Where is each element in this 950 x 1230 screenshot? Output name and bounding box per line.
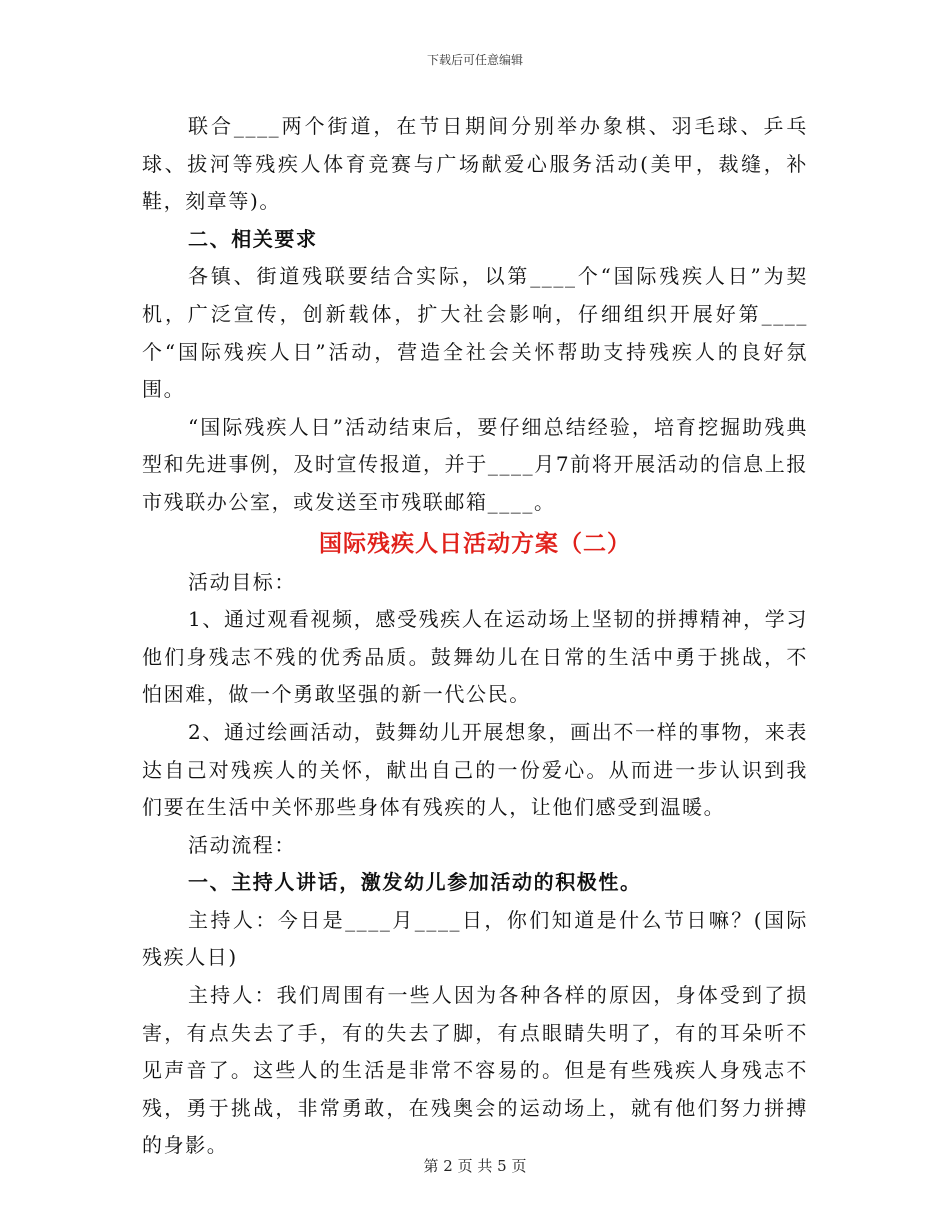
section-heading-requirements: 二、相关要求 <box>188 226 318 251</box>
paragraph-goal-1: 1、通过观看视频，感受残疾人在运动场上坚韧的拼搏精神，学习他们身残志不残的优秀品质。鼓舞幼儿在日常的生活中勇于挑战，不怕困难，做一个勇敢坚强的新一代公民。 <box>142 607 808 707</box>
section-heading-host-speech: 一、主持人讲话，激发幼儿参加活动的积极性。 <box>188 870 642 895</box>
paragraph-events: 联合____两个街道，在节日期间分别举办象棋、羽毛球、乒乓球、拔河等残疾人体育竞赛与广场献爱心服务活动(美甲，裁缝，补鞋，刻章等)。 <box>142 114 808 214</box>
paragraph-requirements: 各镇、街道残联要结合实际，以第____个“国际残疾人日”为契机，广泛宣传，创新载体，扩大社会影响，仔细组织开展好第____个“国际残疾人日”活动，营造全社会关怀帮助支持残疾人的良好氛围。 <box>142 264 808 402</box>
page-header-note: 下载后可任意编辑 <box>426 53 523 67</box>
document-body <box>142 108 808 1165</box>
paragraph-host-2: 主持人：我们周围有一些人因为各种各样的原因，身体受到了损害，有点失去了手，有的失去了脚，有点眼睛失明了，有的耳朵听不见声音了。这些人的生活是非常不容易的。但是有些残疾人身残志不残，勇于挑战，非常勇敢，在残奥会的运动场上，就有他们努力拼搏的身影。 <box>142 983 808 1158</box>
paragraph-goals-label: 活动目标： <box>188 569 296 594</box>
paragraph-summary: “国际残疾人日”活动结束后，要仔细总结经验，培育挖掘助残典型和先进事例，及时宣传报道，并于____月7前将开展活动的信息上报市残联办公室，或发送至市残联邮箱____。 <box>142 414 808 514</box>
paragraph-goal-2: 2、通过绘画活动，鼓舞幼儿开展想象，画出不一样的事物，来表达自己对残疾人的关怀，献出自己的一份爱心。从而进一步认识到我们要在生活中关怀那些身体有残疾的人，让他们感受到温暖。 <box>142 719 808 820</box>
paragraph-process-label: 活动流程： <box>188 832 296 857</box>
paragraph-host-1: 主持人：今日是____月____日，你们知道是什么节日嘛？(国际残疾人日) <box>142 907 808 970</box>
document-title: 国际残疾人日活动方案（二） <box>319 529 631 557</box>
page-number: 第 2 页 共 5 页 <box>423 1157 527 1175</box>
